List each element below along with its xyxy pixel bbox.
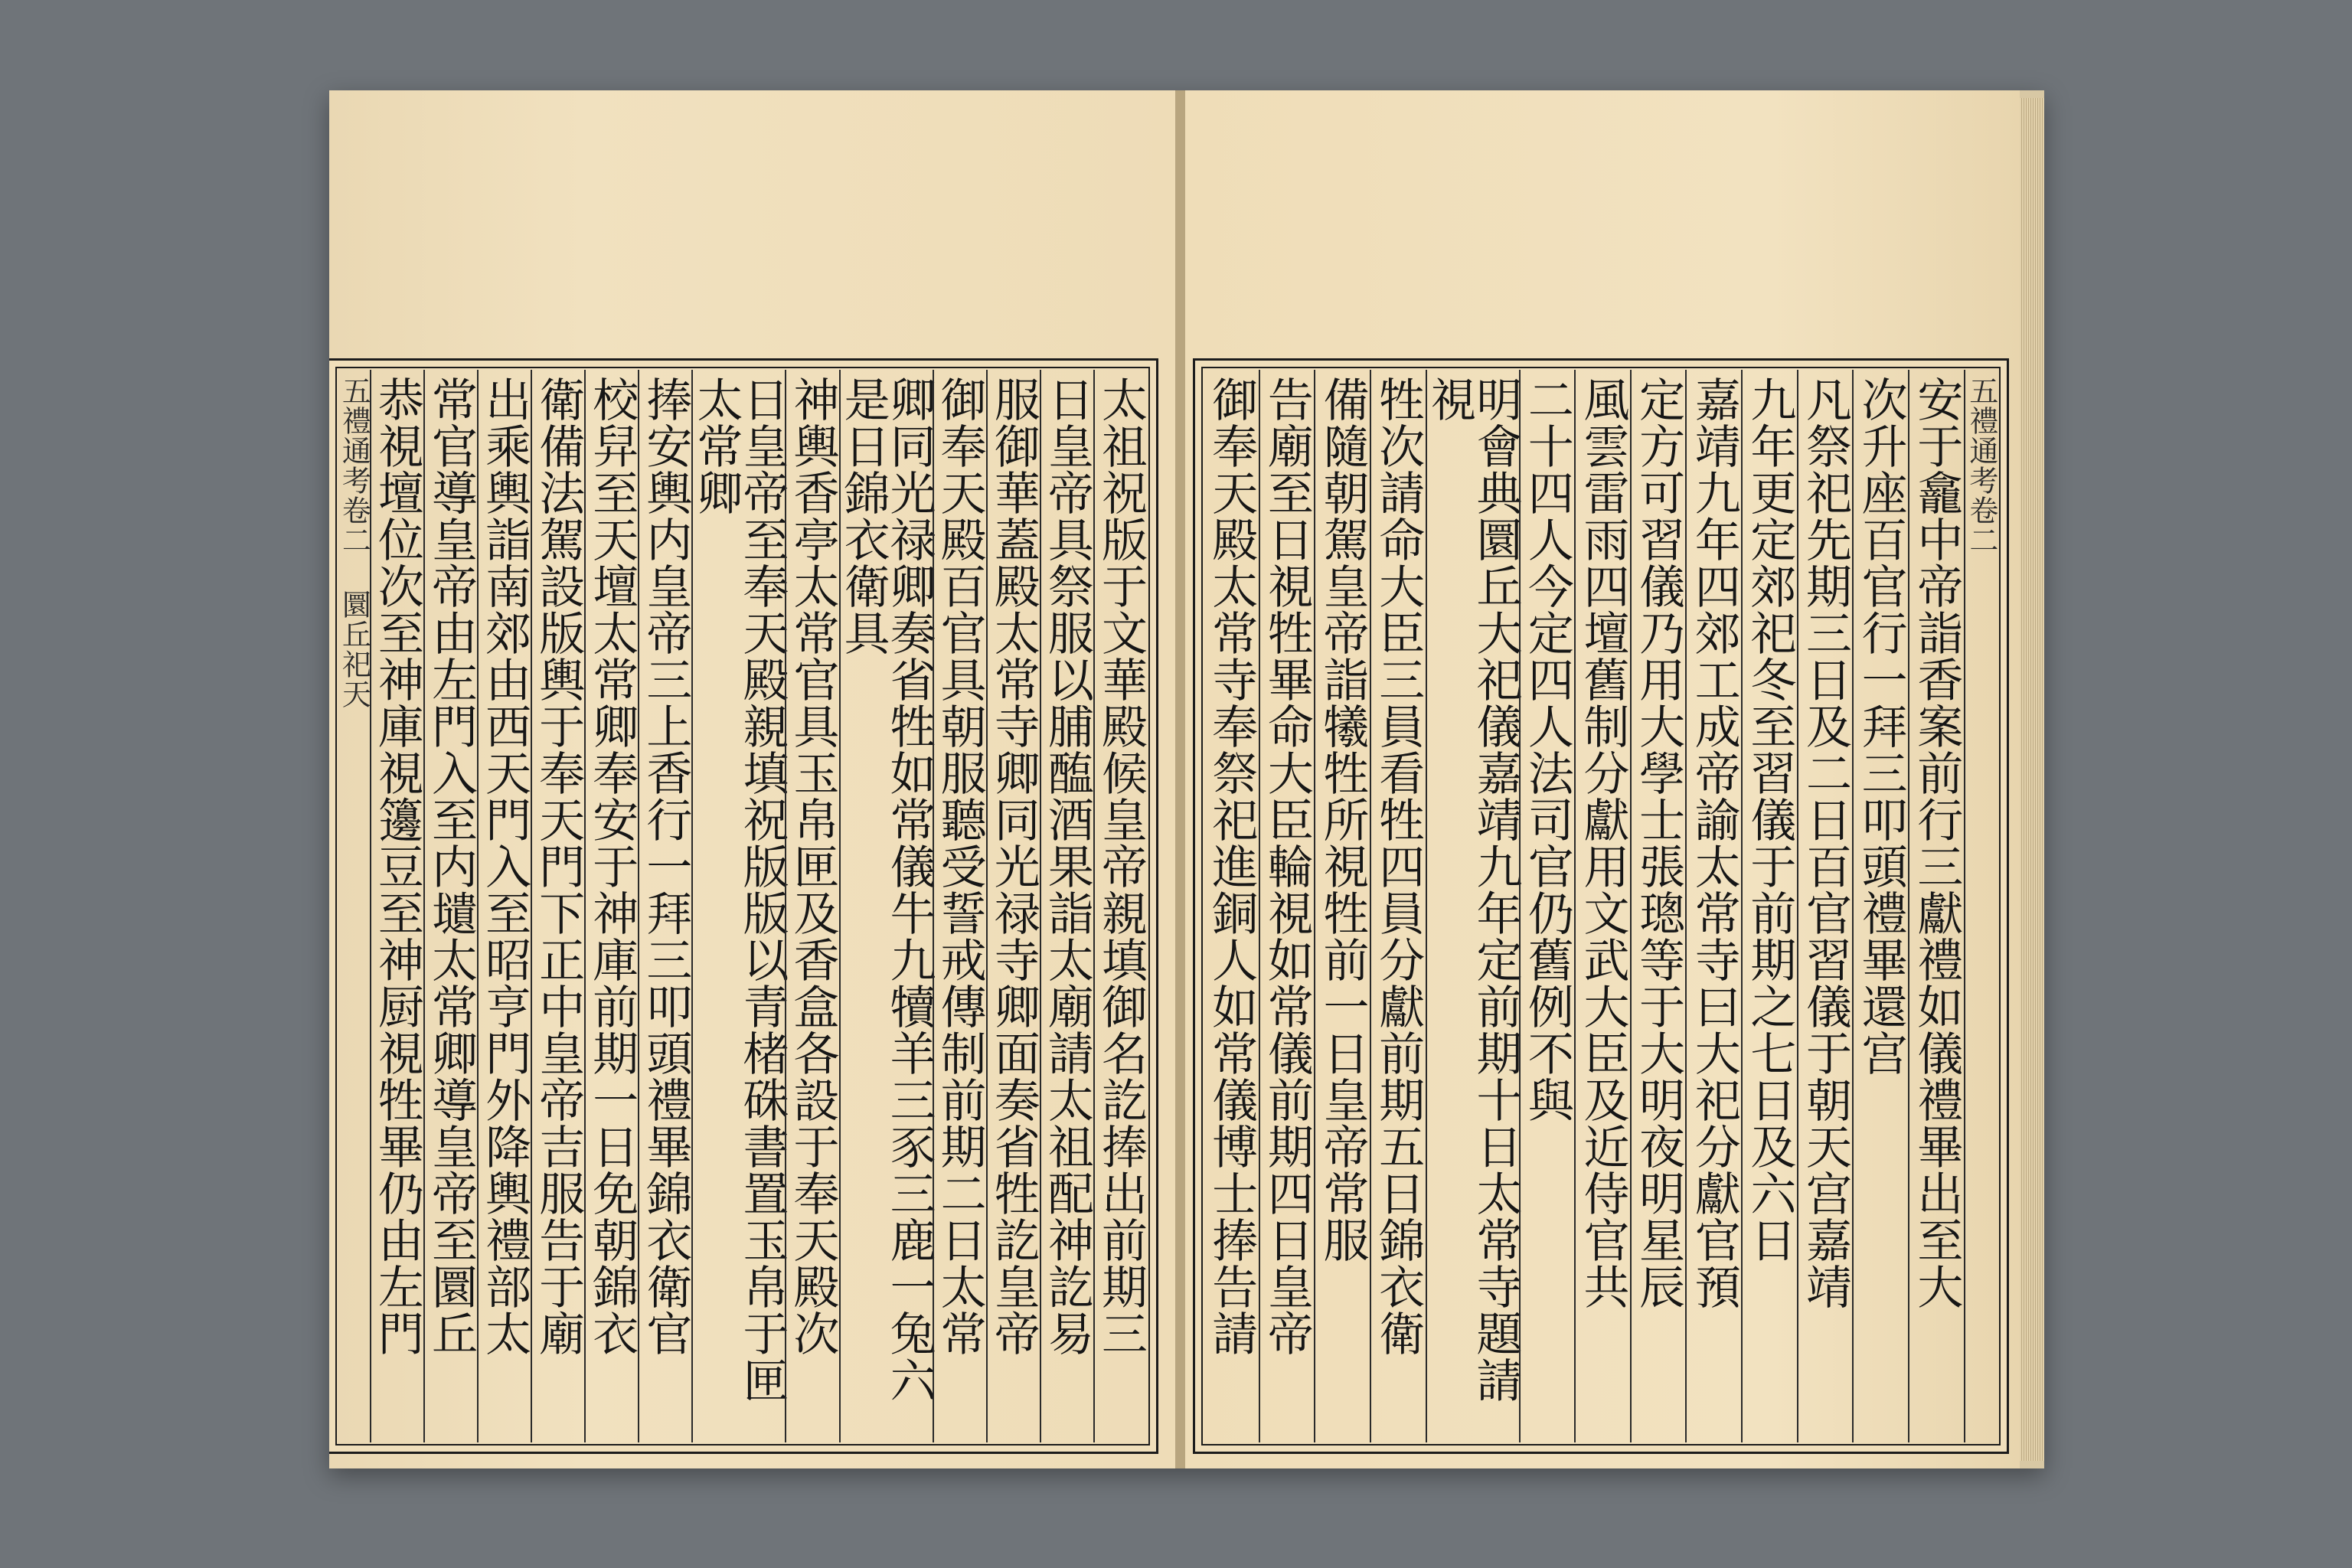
text-column: 太祖祝版于文華殿候皇帝親填御名訖捧出前期三 (1093, 370, 1147, 1442)
text-column: 二十四人今定四人法司官仍舊例不與 (1519, 370, 1575, 1442)
page-edges (2020, 98, 2044, 1461)
left-columns (338, 370, 1147, 1442)
text-column: 日皇帝至奉天殿親填祝版版以青楮硃書置玉帛于匣太常卿 (691, 370, 785, 1442)
left-text-frame (329, 358, 1158, 1454)
text-column: 明會典圜丘大祀儀嘉靖九年定前期十日太常寺題請視 (1426, 370, 1519, 1442)
text-column: 次升座百官行一拜三叩頭禮畢還宫 (1852, 370, 1908, 1442)
text-column: 卿同光禄卿奏省牲如常儀牛九犢羊三豕三鹿一兔六是日錦衣衛具 (839, 370, 933, 1442)
text-column: 出乘輿詣南郊由西天門入至昭亨門外降輿禮部太 (477, 370, 531, 1442)
text-column: 捧安輿内皇帝三上香行一拜三叩頭禮畢錦衣衛官 (638, 370, 691, 1442)
text-column: 安于龕中帝詣香案前行三獻禮如儀禮畢出至大 (1908, 370, 1964, 1442)
text-column: 凡祭祀先期三日及二日百官習儀于朝天宫嘉靖 (1797, 370, 1853, 1442)
text-column: 備隨朝駕皇帝詣犧牲所視牲前一日皇帝常服 (1314, 370, 1370, 1442)
text-column: 嘉靖九年四郊工成帝諭太常寺曰大祀分獻官預 (1685, 370, 1741, 1442)
text-column: 神輿香亭太常官具玉帛匣及香盒各設于奉天殿次 (785, 370, 838, 1442)
text-column: 牲次請命大臣三員看牲四員分獻前期五日錦衣衛 (1370, 370, 1426, 1442)
margin-label: 五禮通考卷二 圜丘祀天 (337, 376, 371, 709)
text-column: 常官導皇帝由左門入至内壝太常卿導皇帝至圜丘 (423, 370, 477, 1442)
text-column: 校舁至天壇太常卿奉安于神庫前期一日免朝錦衣 (584, 370, 638, 1442)
text-column: 九年更定郊祀冬至習儀于前期之七日及六日 (1741, 370, 1797, 1442)
text-column: 日皇帝具祭服以脯醢酒果詣太廟請太祖配神訖易 (1040, 370, 1093, 1442)
left-page (329, 90, 1175, 1468)
text-column: 恭視壇位次至神庫視籩豆至神厨視牲畢仍由左門 (370, 370, 423, 1442)
right-text-frame (1193, 358, 2009, 1454)
margin-label: 五禮通考卷二 (1964, 370, 1998, 1442)
text-column: 衛備法駕設版輿于奉天門下正中皇帝吉服告于廟 (531, 370, 584, 1442)
text-column: 御奉天殿百官具朝服聽受誓戒傳制前期二日太常 (933, 370, 986, 1442)
book-gutter (1175, 90, 1185, 1468)
text-column: 風雲雷雨四壇舊制分獻用文武大臣及近侍官共 (1574, 370, 1630, 1442)
book-spread (329, 90, 2044, 1468)
text-column: 定方可習儀乃用大學士張璁等于大明夜明星辰 (1630, 370, 1686, 1442)
text-column: 告廟至日視牲畢命大臣輪視如常儀前期四日皇帝 (1259, 370, 1315, 1442)
text-column: 服御華蓋殿太常寺卿同光禄寺卿面奏省牲訖皇帝 (986, 370, 1040, 1442)
right-page (1185, 90, 2020, 1468)
right-columns (1204, 370, 1998, 1442)
text-column: 御奉天殿太常寺奉祭祀進銅人如常儀博士捧告請 (1204, 376, 1259, 1357)
